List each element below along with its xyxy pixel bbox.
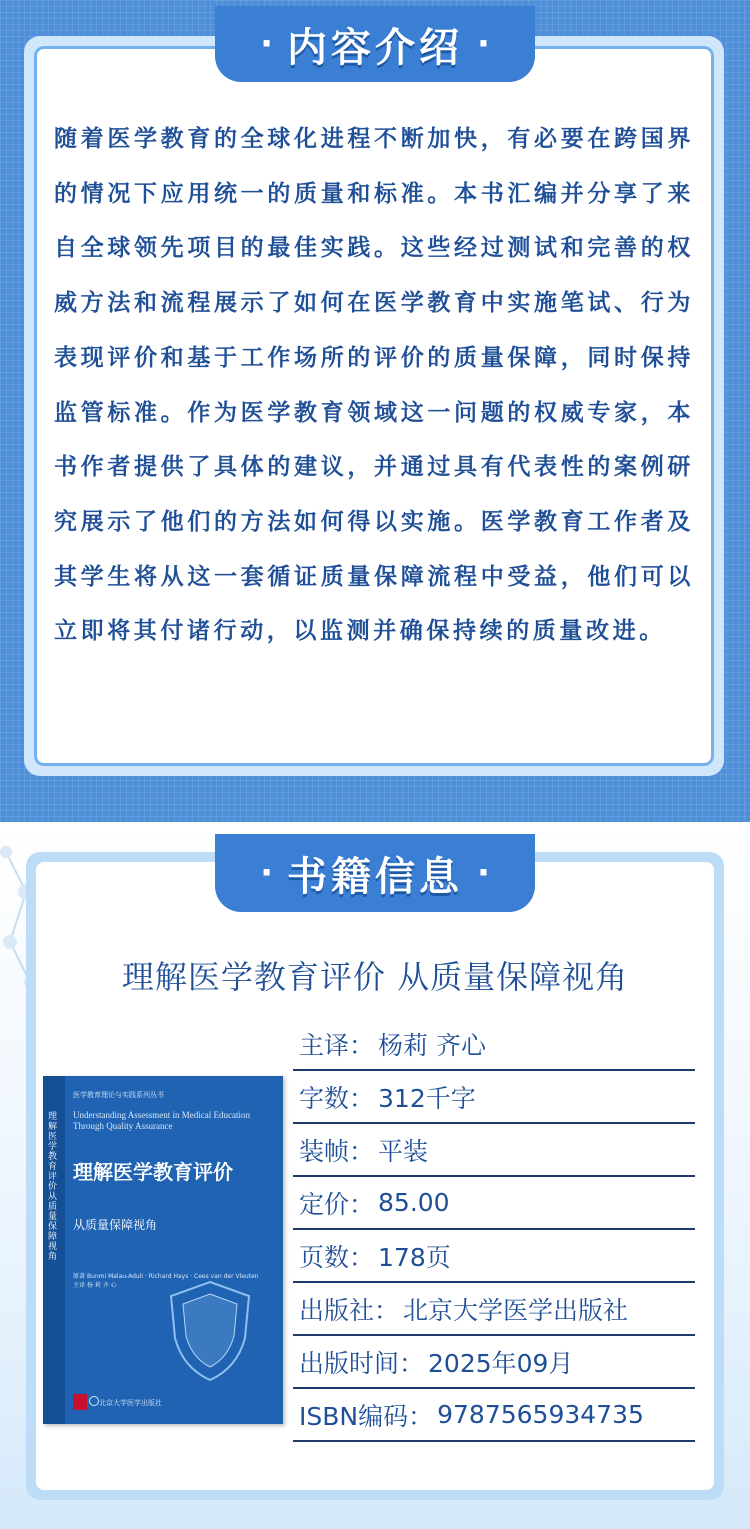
book-title-banner: [215, 834, 535, 912]
book-title: 理解医学教育评价 从质量保障视角: [121, 958, 629, 996]
cover-english-title: Understanding Assessment in Medical Education Through Quality Assurance: [73, 1110, 250, 1131]
title-dot-right: ·: [477, 853, 490, 893]
title-dot-right: ·: [477, 24, 490, 64]
cover-authors-names: Bunmi Malau-Aduli · Richard Hays · Cees van der Vleuten: [86, 1273, 259, 1280]
info-value: 杨莉 齐心: [378, 1030, 486, 1060]
info-row-binding: [293, 1124, 695, 1177]
cover-chinese-subtitle: 从质量保障视角: [73, 1218, 158, 1232]
cover-translators-names: 杨 莉 齐 心: [86, 1282, 117, 1289]
publisher-logo-icon: [73, 1394, 87, 1410]
cover-translators-label: 主译: [73, 1282, 86, 1289]
info-label: 定价：: [299, 1189, 375, 1219]
info-row-isbn: [293, 1389, 695, 1442]
info-label: ISBN编码：: [299, 1401, 434, 1431]
info-label: 装帧：: [299, 1136, 375, 1166]
cover-chinese-title: 理解医学教育评价: [73, 1160, 233, 1184]
intro-text: 随着医学教育的全球化进程不断加快，有必要在跨国界的情况下应用统一的质量和标准。本书汇编并分享了来自全球领先项目的最佳实践。这些经过测试和完善的权威方法和流程展示了如何在医学教育中实施笔试、行为表现评价和基于工作场所的评价的质量保障，同时保持监管标准。作为医学教育领域这一问题的权威专家，本书作者提供了具体的建议，并通过具有代表性的案例研究展示了他们的方法如何得以实施。医学教育工作者及其学生将从这一套循证质量保障流程中受益，他们可以立即将其付诸行动，以监测并确保持续的质量改进。: [54, 126, 694, 645]
cover-authors-label: 原著: [73, 1273, 86, 1280]
info-value: 北京大学医学出版社: [403, 1295, 629, 1325]
info-label: 页数：: [299, 1242, 375, 1272]
book-info-list: [293, 1018, 695, 1442]
info-value: 平装: [378, 1136, 429, 1166]
shield-icon: [163, 1276, 258, 1386]
book-cover-image: [43, 1076, 283, 1424]
info-label: 出版时间：: [299, 1348, 425, 1378]
info-label: 字数：: [299, 1083, 375, 1113]
university-logo-icon: [89, 1396, 99, 1406]
cover-series: 医学教育理论与实践系列丛书: [73, 1091, 164, 1099]
book-info-section: [0, 822, 750, 1529]
info-row-word-count: [293, 1071, 695, 1124]
title-dot-left: ·: [260, 853, 273, 893]
info-row-pages: [293, 1230, 695, 1283]
intro-title-banner: [215, 6, 535, 82]
info-row-translator: [293, 1018, 695, 1071]
info-value: 85.00: [378, 1188, 450, 1217]
title-dot-left: ·: [260, 24, 273, 64]
info-label: 出版社：: [299, 1295, 400, 1325]
info-row-price: [293, 1177, 695, 1230]
info-value: 2025年09月: [428, 1348, 574, 1378]
info-value: 178页: [378, 1242, 451, 1272]
info-value: 9787565934735: [437, 1400, 644, 1429]
info-row-publish-date: [293, 1336, 695, 1389]
info-value: 312千字: [378, 1083, 476, 1113]
cover-publisher: 北京大学医学出版社: [99, 1399, 162, 1407]
info-row-publisher: [293, 1283, 695, 1336]
intro-title: 内容介绍: [287, 24, 463, 71]
info-label: 主译：: [299, 1030, 375, 1060]
book-section-title: 书籍信息: [287, 853, 463, 900]
cover-spine-text: 理解医学教育评价 从质量保障视角: [48, 1112, 58, 1262]
